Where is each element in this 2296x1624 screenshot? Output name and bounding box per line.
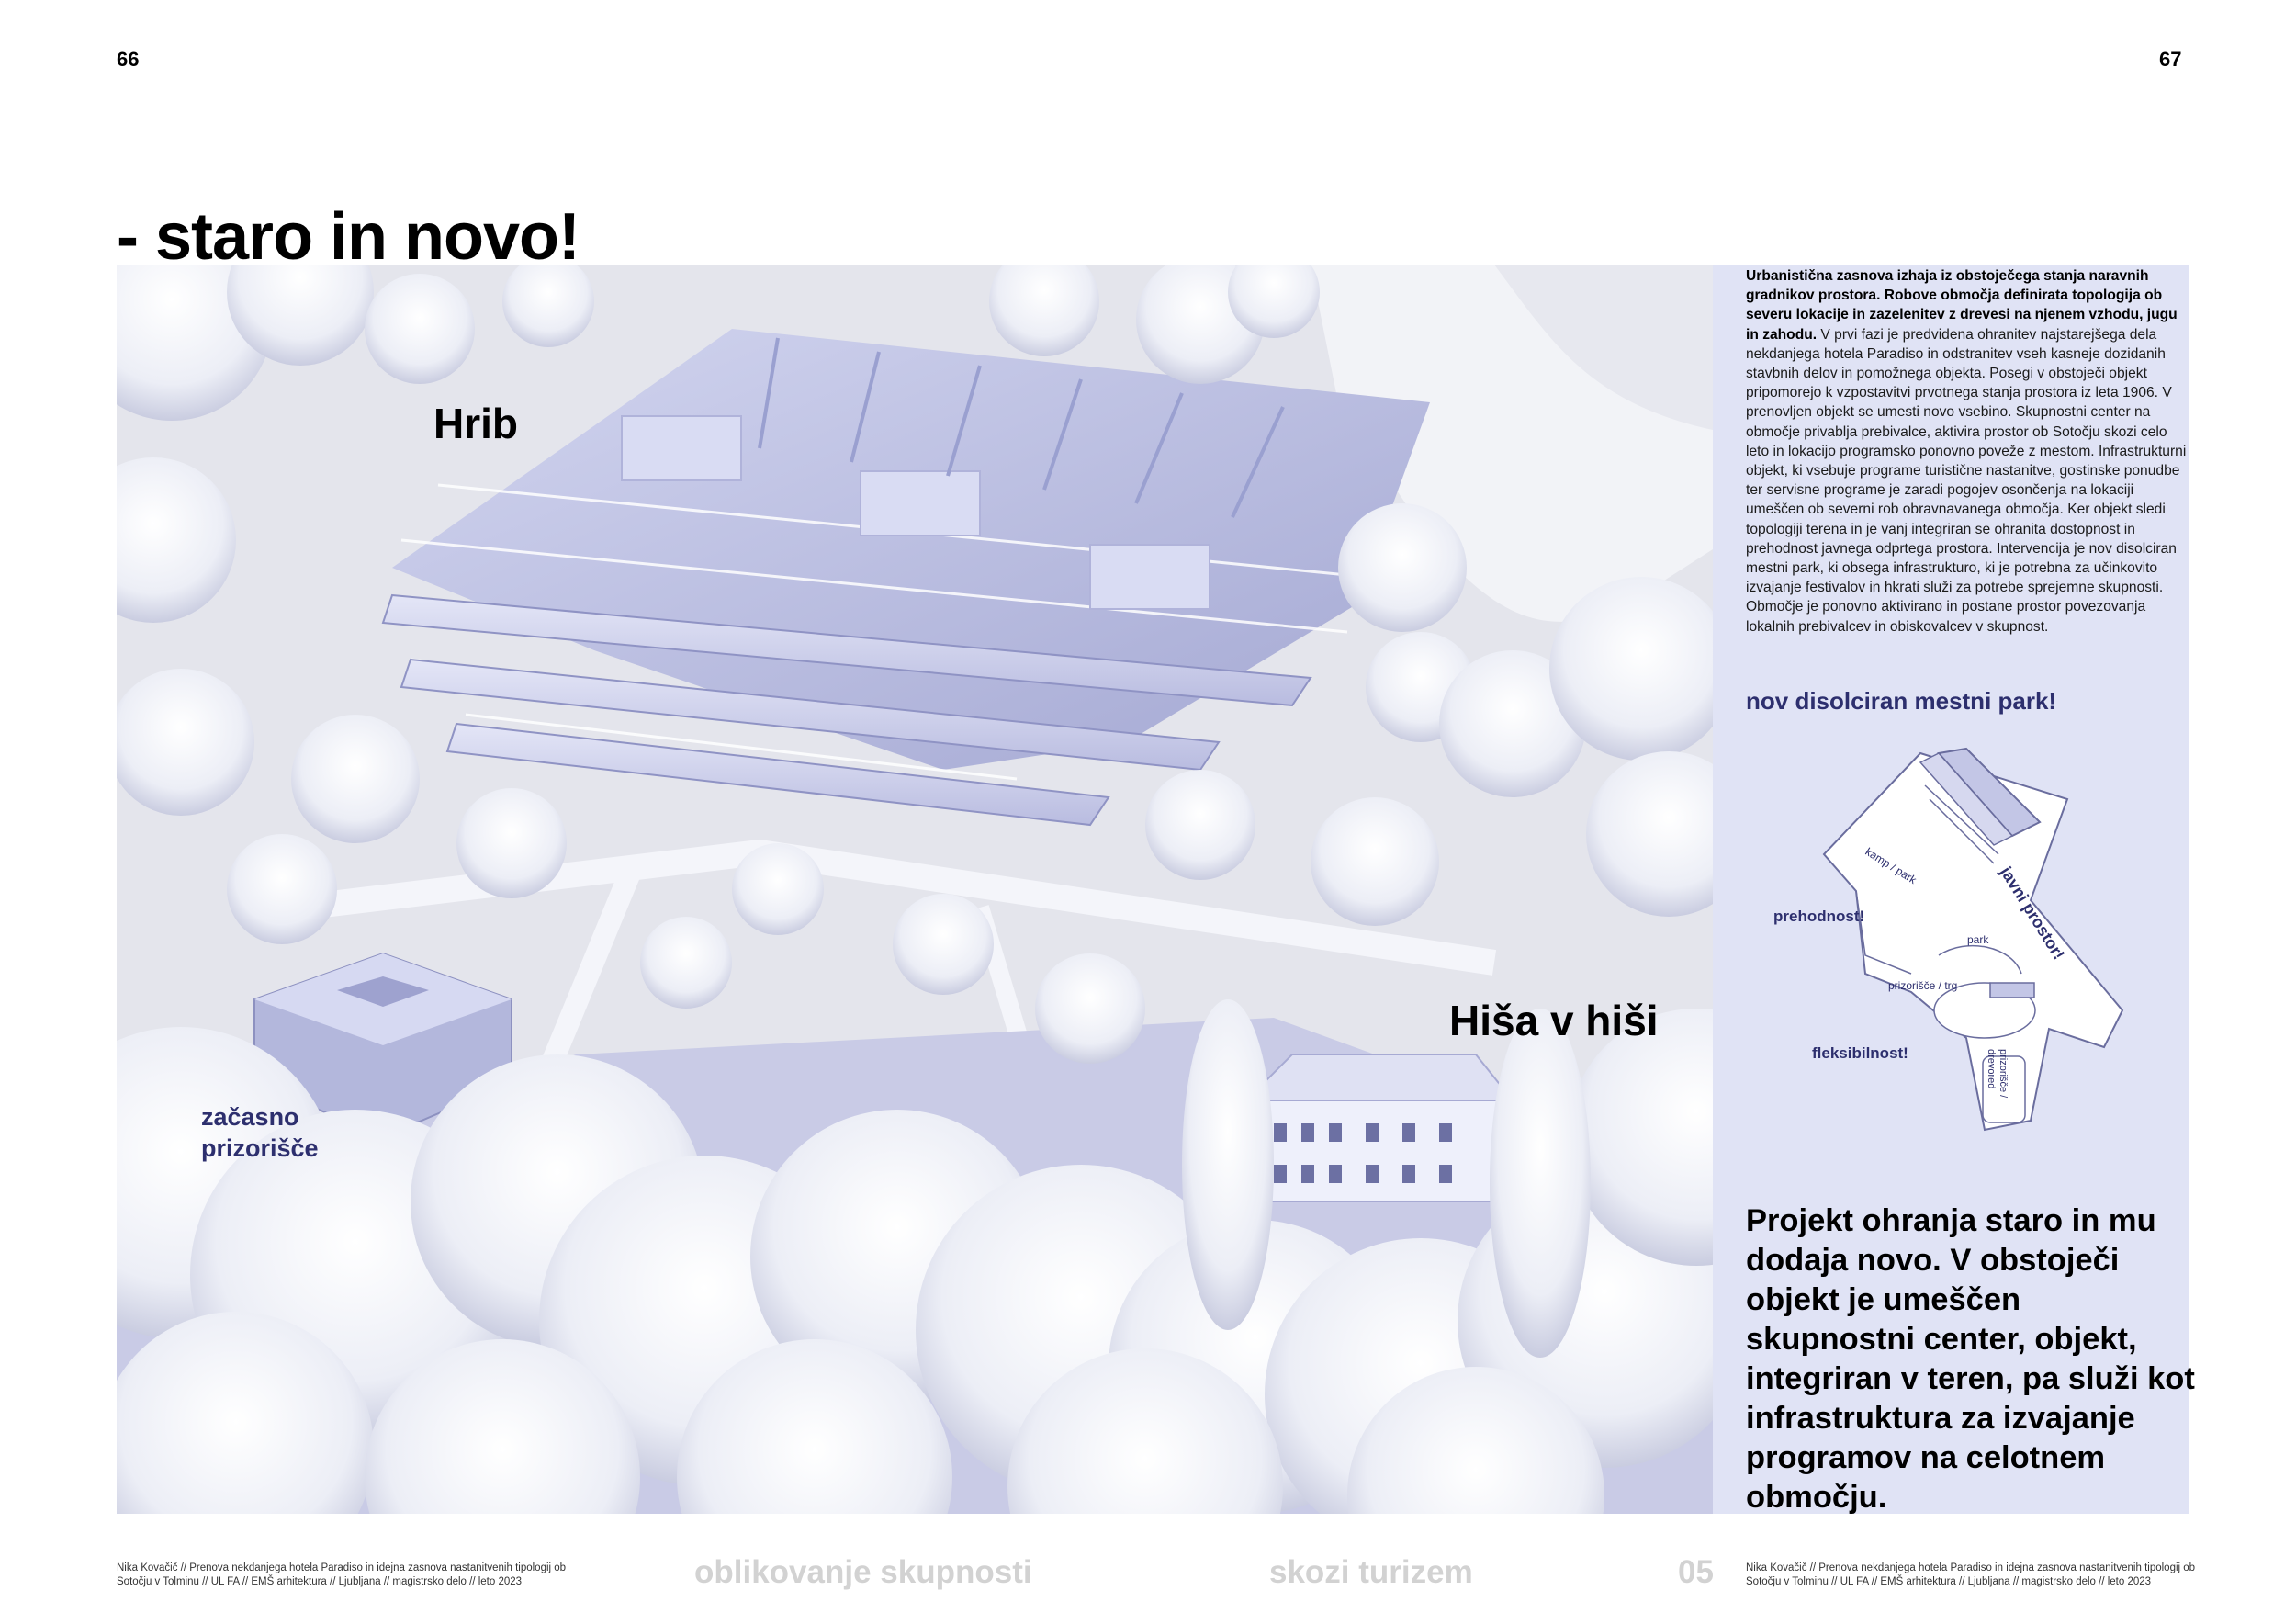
page-number-left: 66 bbox=[117, 48, 140, 71]
intro-bold: Urbanistična zasnova izhaja iz obstoječega stanja naravnih gradnikov prostora. Robove območja definirata topologija ob severu lokacije in zazelenitev z drevesi na njenem vzhodu, jugu in zahodu. bbox=[1746, 268, 2178, 343]
diagram-label-kamp-park: kamp / park bbox=[1863, 845, 1919, 887]
intro-body: V prvi fazi je predvidena ohranitev najstarejšega dela nekdanjega hotela Paradiso in odstranitev vseh kasneje dozidanih stavbnih delov in pomožnega objekta. Posegi v obstoječi objekt pripomorejo k vzpostavitvi prvotnega stanja prostora iz leta 1906. V prenovljen objekt se umesti novo vsebino. Skupnostni center na območje privablja prebivalce, aktivira prostor ob Sotočju skozi celo leto in lokacijo programsko ponovno poveže z mestom. Infrastrukturni objekt, ki vsebuje programe turistične nastanitve, gostinske ponudbe ter servisne programe je zaradi pogojev osončenja na lokaciji umeščen ob severni rob obravnavanega območja. Ker objekt sledi topologiji terena in je vanj integriran se ohranita dostopnost in prehodnost javnega odprtega prostora. Intervencija je nov disolciran mestni park, ki obsega infrastrukturo, ki je potrebna za učinkovito izvajanje festivalov in hkrati služi za potrebe sprejemne skupnosti. Območje je ponovno aktivirano in postane prostor povezovanja lokalnih prebivalcev in obiskovalcev v skupnost. bbox=[1746, 326, 2187, 635]
footer-credit-right: Nika Kovačič // Prenova nekdanjega hotela Paradiso in idejna zasnova nastanitvenih tipologij ob Sotočju v Tolminu // UL FA // EMŠ arhitektura // Ljubljana // magistrsko delo // leto 2023 bbox=[1746, 1562, 2196, 1587]
old-villa bbox=[1246, 1054, 1513, 1201]
diagram-label-park: park bbox=[1967, 933, 1989, 946]
intro-paragraph bbox=[1746, 266, 2189, 637]
label-hrib: Hrib bbox=[433, 400, 518, 447]
page-title: - staro in novo! bbox=[117, 200, 580, 274]
footer-section-1: oblikovanje skupnosti bbox=[694, 1554, 1032, 1590]
site-diagram bbox=[1746, 735, 2189, 1157]
page-number-right: 67 bbox=[2159, 48, 2182, 71]
architectural-render bbox=[117, 265, 1713, 1514]
footer-section-2: skozi turizem bbox=[1269, 1554, 1473, 1590]
diagram-label-prizorisce-drevored: prizorišče / drevored bbox=[1986, 1049, 2009, 1099]
label-zacasno-prizorisce: začasno prizorišče bbox=[201, 1103, 319, 1162]
label-hisa-v-hisi: Hiša v hiši bbox=[1449, 997, 1659, 1044]
footer-credit-left: Nika Kovačič // Prenova nekdanjega hotela Paradiso in idejna zasnova nastanitvenih tipologij ob Sotočju v Tolminu // UL FA // EMŠ arhitektura // Ljubljana // magistrsko delo // leto 2023 bbox=[117, 1562, 567, 1587]
closing-statement: Projekt ohranja staro in mu dodaja novo. V obstoječi objekt je umeščen skupnostni center, objekt, integriran v teren, pa služi kot infrastruktura za izvajanje programov na celotnem območju. bbox=[1746, 1203, 2195, 1515]
footer-section-number: 05 bbox=[1678, 1554, 1714, 1590]
diagram-label-fleksibilnost: fleksibilnost! bbox=[1812, 1044, 1908, 1062]
diagram-label-prehodnost: prehodnost! bbox=[1773, 908, 1865, 925]
park-heading: nov disolciran mestni park! bbox=[1746, 687, 2057, 715]
diagram-label-javni-prostor: javni prostor! bbox=[1997, 863, 2068, 964]
diagram-label-prizorisce-trg: prizorišče / trg bbox=[1888, 979, 1958, 992]
